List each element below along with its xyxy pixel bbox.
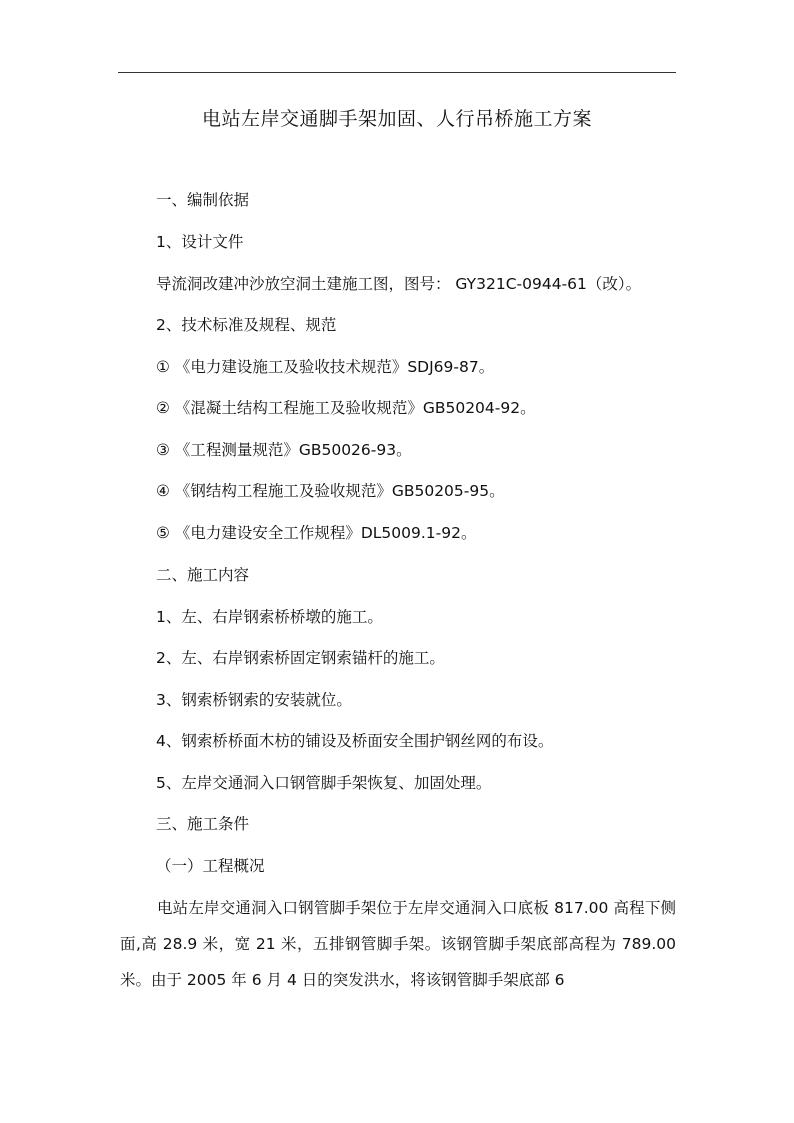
header-rule: [118, 72, 676, 73]
standard-item: ④ 《钢结构工程施工及验收规范》GB50205-95。: [156, 482, 505, 500]
design-files-text: 导流洞改建冲沙放空洞土建施工图，图号： GY321C-0944-61（改）。: [156, 275, 642, 293]
subheading-standards: 2、技术标准及规程、规范: [156, 316, 337, 334]
content-item: 1、左、右岸钢索桥桥墩的施工。: [156, 608, 383, 626]
document-title: 电站左岸交通脚手架加固、人行吊桥施工方案: [201, 108, 592, 130]
subheading-overview: （一）工程概况: [156, 857, 265, 875]
standard-item: ① 《电力建设施工及验收技术规范》SDJ69-87。: [156, 358, 495, 376]
section-heading-basis: 一、编制依据: [156, 191, 250, 209]
standard-item: ② 《混凝土结构工程施工及验收规范》GB50204-92。: [156, 399, 536, 417]
overview-paragraph: 电站左岸交通洞入口钢管脚手架位于左岸交通洞入口底板 817.00 高程下侧面,高 28.9 米，宽 21 米，五排钢管脚手架。该钢管脚手架底部高程为 789.00 米。由于 2005 年 6 月 4 日的突发洪水，将该钢管脚手架底部 6: [120, 899, 676, 989]
content-item: 4、钢索桥桥面木枋的铺设及桥面安全围护钢丝网的布设。: [156, 732, 554, 750]
standard-item: ⑤ 《电力建设安全工作规程》DL5009.1-92。: [156, 524, 477, 542]
section-heading-conditions: 三、施工条件: [156, 815, 250, 833]
content-item: 2、左、右岸钢索桥固定钢索锚杆的施工。: [156, 649, 445, 667]
content-item: 5、左岸交通洞入口钢管脚手架恢复、加固处理。: [156, 774, 492, 792]
section-heading-content: 二、施工内容: [156, 566, 250, 584]
subheading-design-files: 1、设计文件: [156, 233, 244, 251]
content-item: 3、钢索桥钢索的安装就位。: [156, 691, 352, 709]
standard-item: ③ 《工程测量规范》GB50026-93。: [156, 441, 412, 459]
